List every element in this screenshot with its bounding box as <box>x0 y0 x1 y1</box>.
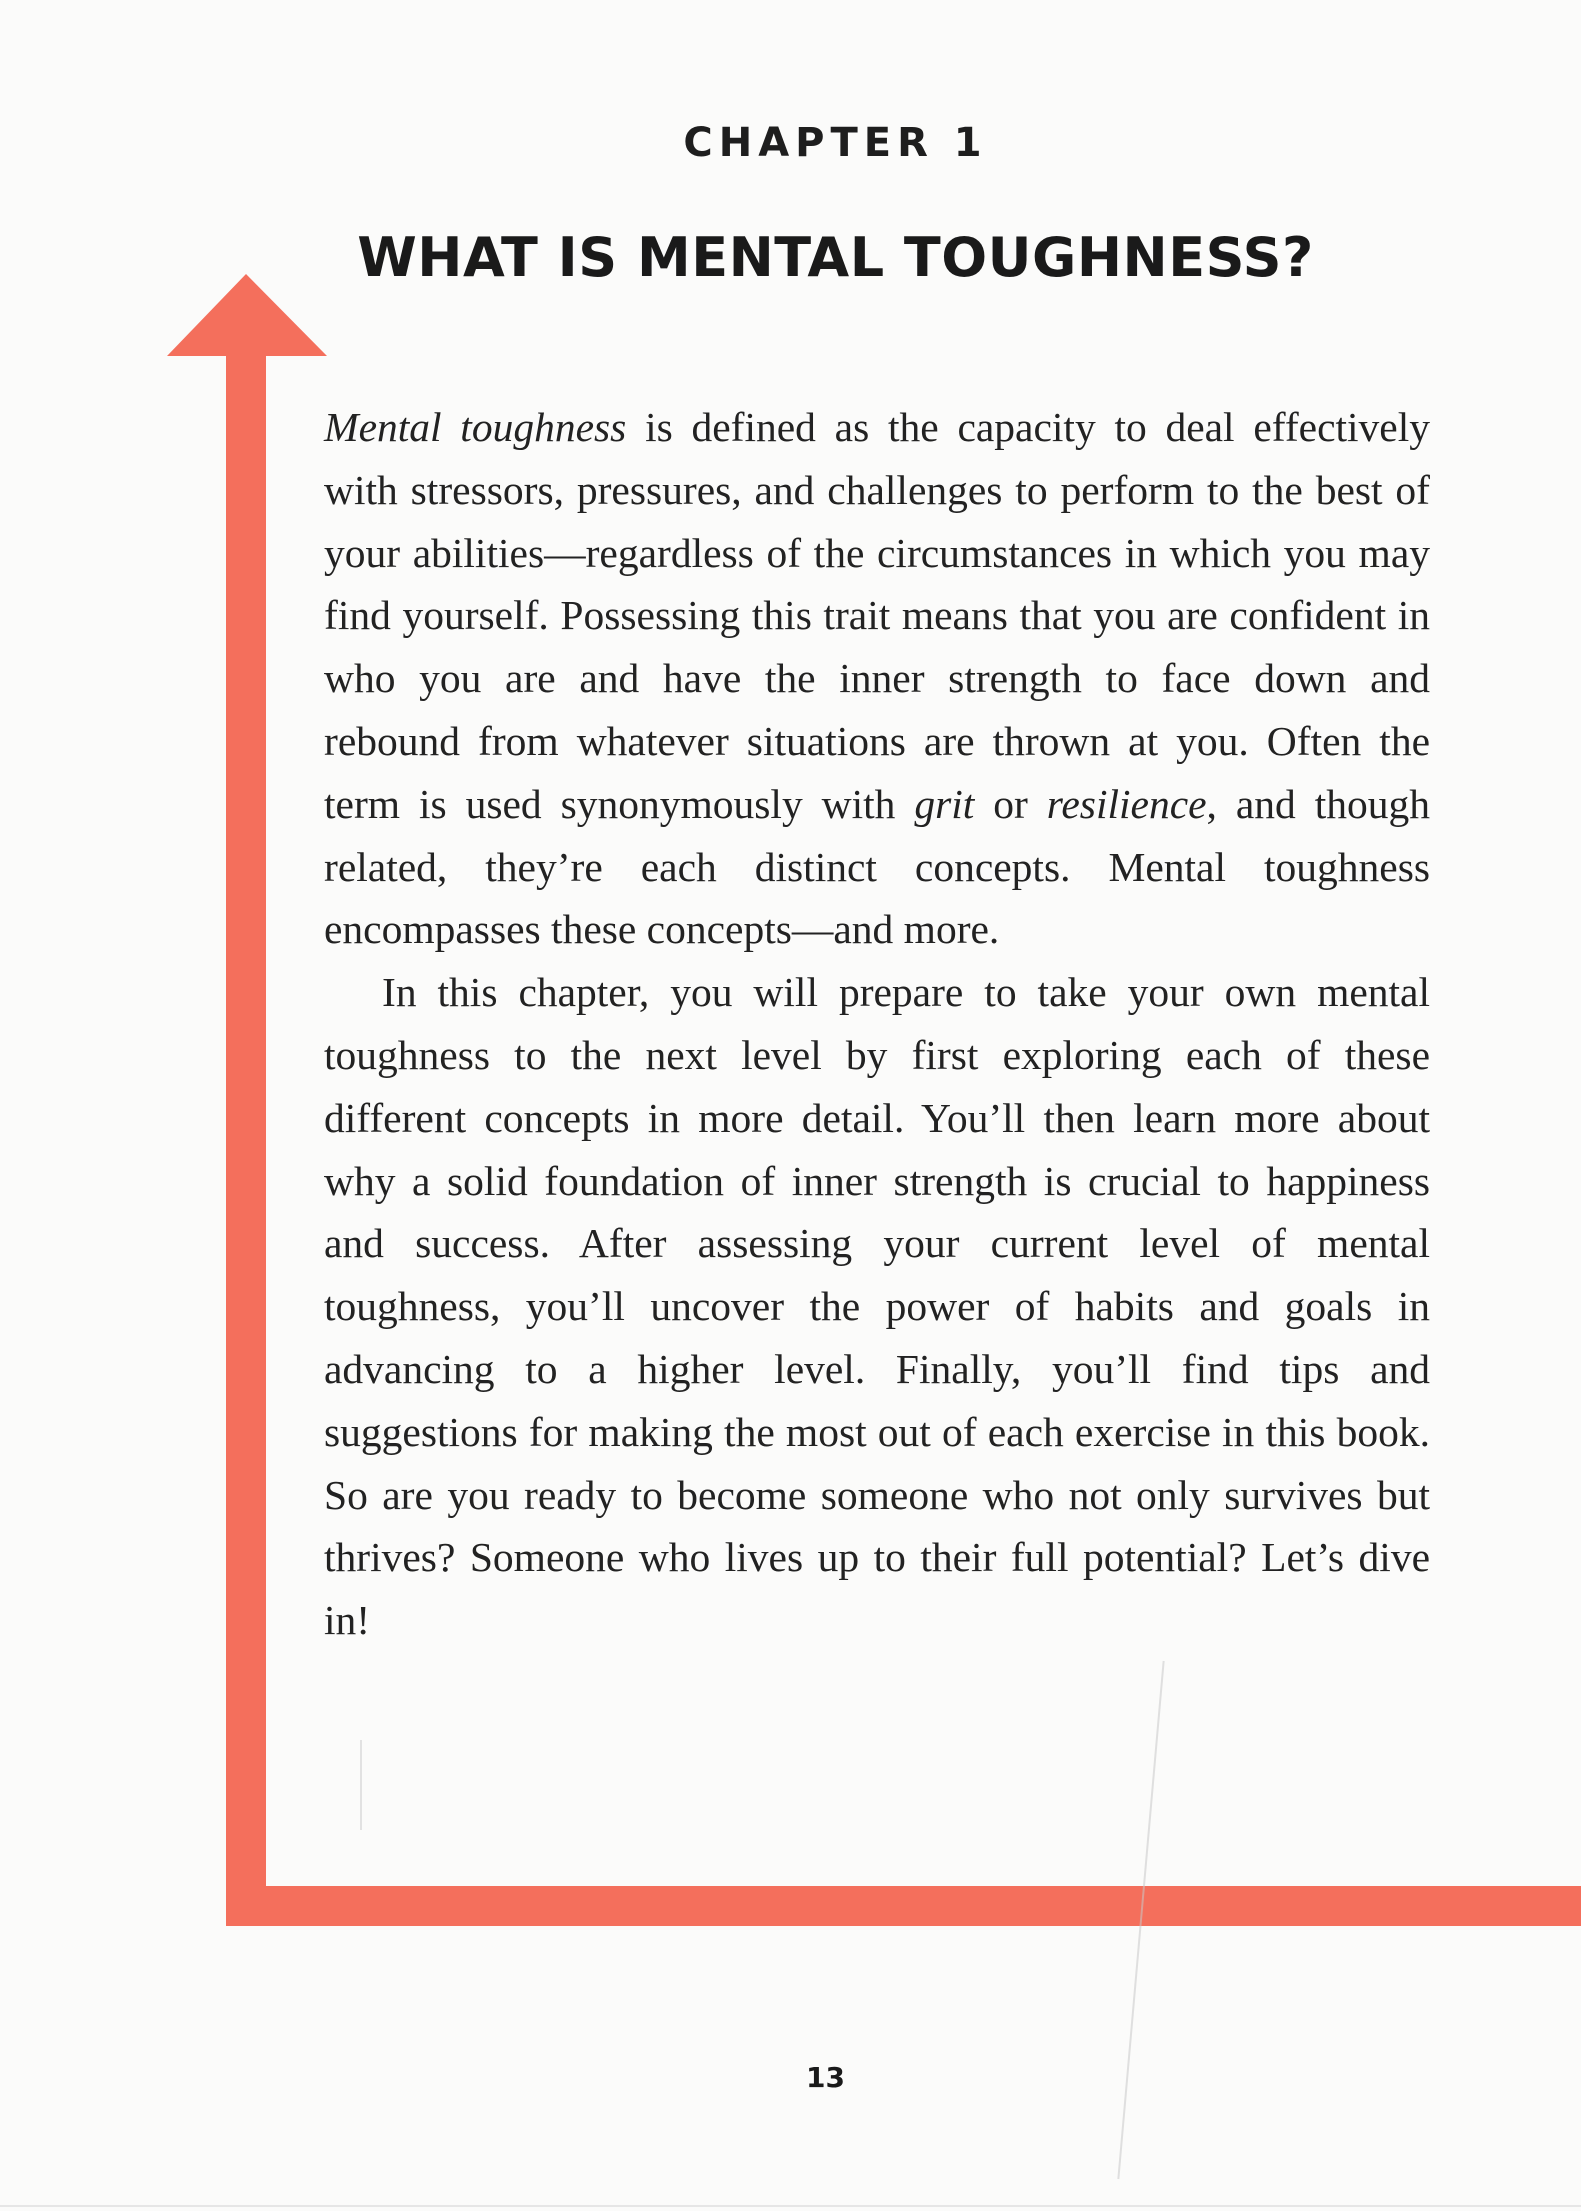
page-number: 13 <box>806 2061 845 2094</box>
text-span: Mental toughness <box>324 404 627 450</box>
chapter-title: WHAT IS MENTAL TOUGHNESS? <box>357 226 1314 289</box>
text-span: In this chapter, you will prepare to take your own mental toughness to the next level by first exploring each of these different concepts in more detail. You’ll then learn more about why a solid foundation of inner strength is crucial to happiness and success. After assessing your current level of mental toughness, you’ll uncover the power of habits and goals in advancing to a higher level. Finally, you’ll find tips and suggestions for making the most out of each exercise in this book. So are you ready to become someone who not only survives but thrives? Someone who lives up to their full potential? Let’s dive in! <box>324 969 1430 1644</box>
paragraph-2 <box>324 961 1430 1652</box>
arrow-vertical-bar <box>226 350 266 1926</box>
text-span: , and though related, they’re each distinct concepts. Mental toughness encompasses these concepts—and more. <box>324 780 1430 953</box>
text-span: resilience <box>1046 780 1207 827</box>
text-span: is defined as the capacity to deal effectively with stressors, pressures, and challenges to perform to the best of your abilities—regardless of the circumstances in which you may find yourself. Possessing this trait means that you are confident in who you are and have the inner strength to face down and rebound from whatever situations are thrown at you. Often the term is used synonymously with <box>324 404 1430 827</box>
arrow-horizontal-bar <box>226 1886 1581 1926</box>
paragraph-1 <box>324 396 1430 961</box>
scan-bottom-edge <box>0 2205 1581 2207</box>
text-span: grit <box>914 780 975 827</box>
body-text <box>324 396 1430 1652</box>
text-span: or <box>974 780 1047 827</box>
scan-mark-line <box>360 1740 362 1830</box>
chapter-label: CHAPTER 1 <box>683 120 988 166</box>
